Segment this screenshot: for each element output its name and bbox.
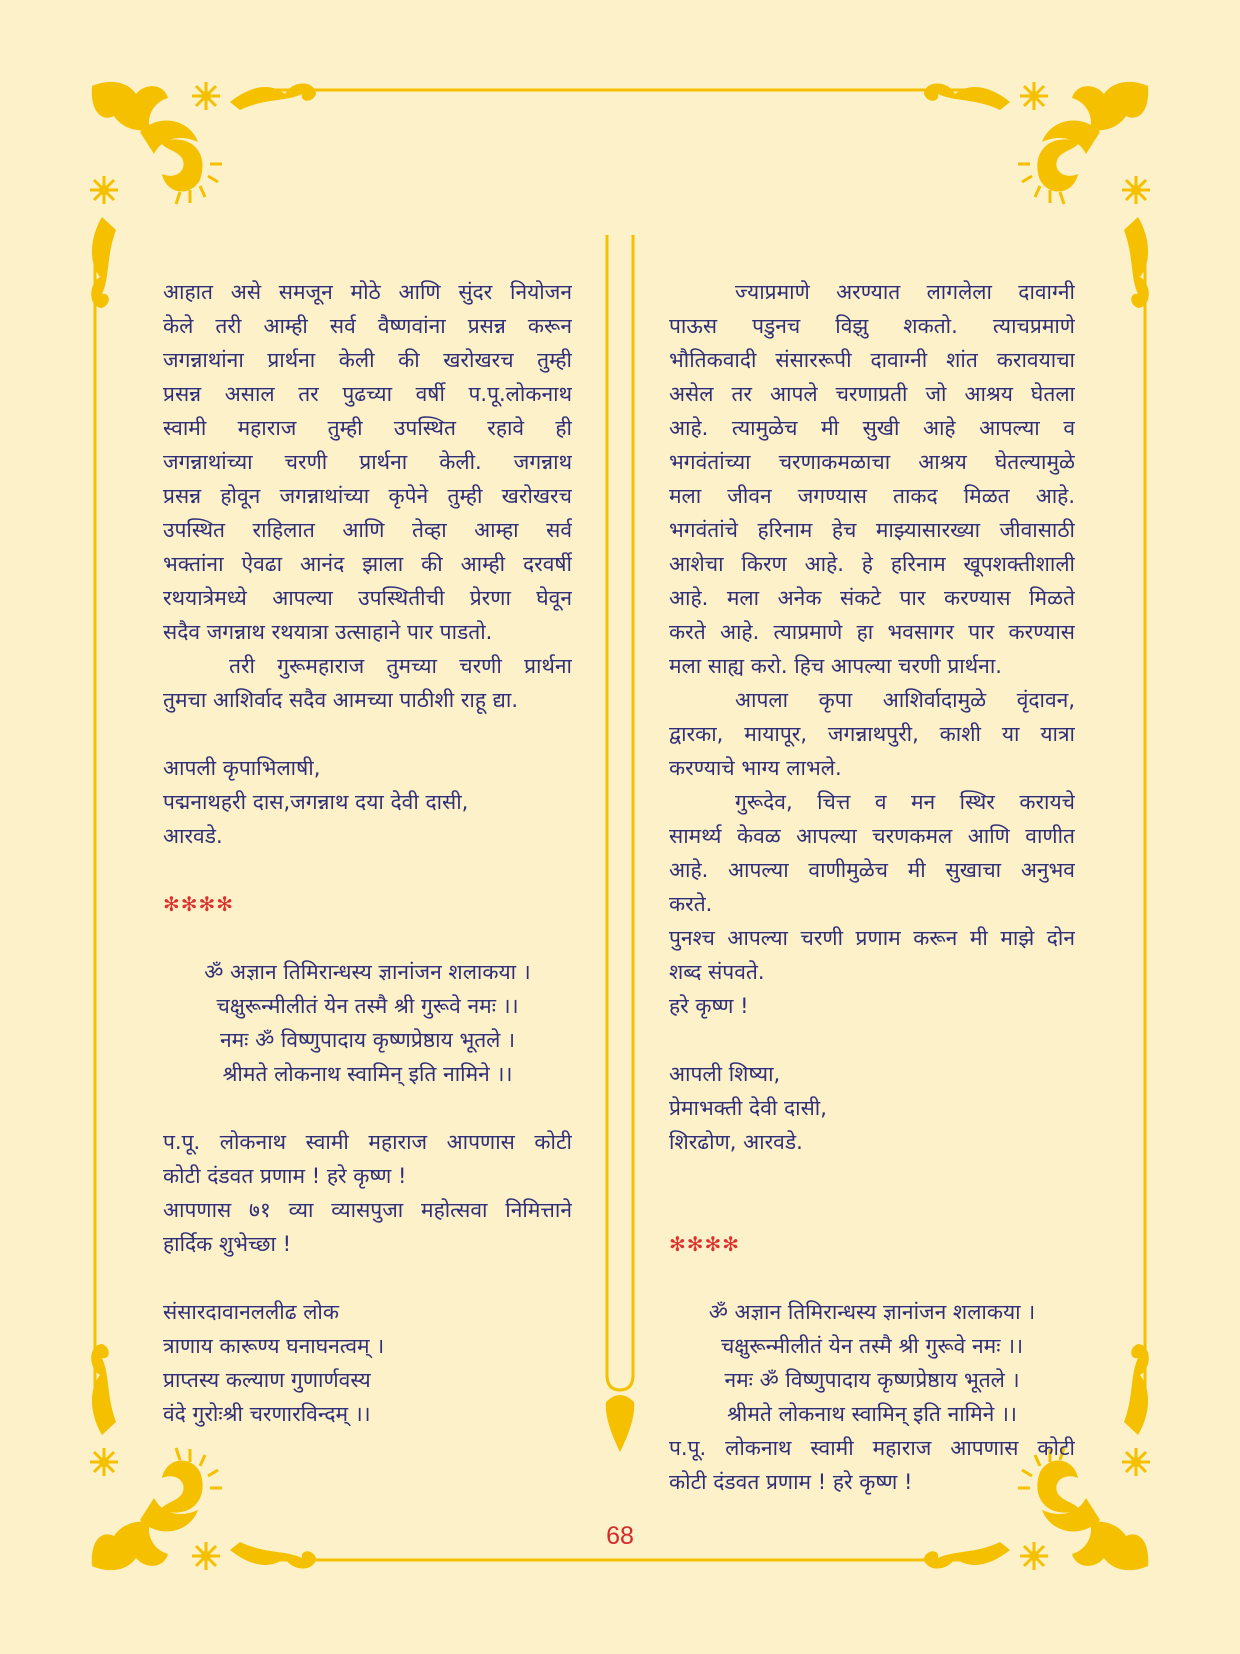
signature-line: आपली कृपाभिलाषी, [163,756,321,780]
paragraph-line: भगवंतांचे हरिनाम हेच माझ्यासारख्या जीवासाठी [669,518,1075,542]
paragraph-line: हरे कृष्ण ! [669,994,749,1018]
verse-block [669,1295,1075,1431]
paragraph-line: जगन्नाथांना प्रार्थना केली की खरोखरच तुम्ही [163,348,572,372]
paragraph-line: भक्तांना ऐवढा आनंद झाला की आम्ही दरवर्षी [163,552,572,576]
shloka-line: संसारदावानललीढ लोक [163,1300,339,1324]
signature-line: पद्मनाथहरी दास,जगन्नाथ दया देवी दासी, [163,790,469,814]
blank-line [669,1159,1075,1193]
separator-block [669,1227,1075,1261]
paragraph-line: स्वामी महाराज तुम्ही उपस्थित रहावे ही [163,416,572,440]
shloka-block [163,1295,572,1431]
paragraph-line: तुमचा आशिर्वाद सदैव आमच्या पाठीशी राहू द्या. [163,688,519,712]
shloka-line: वंदे गुरोःश्री चरणारविन्दम् ।। [163,1402,371,1426]
paragraph-line: सामर्थ्य केवळ आपल्या चरणकमल आणि वाणीत [669,824,1075,848]
verse-line: चक्षुरून्मीलीतं येन तस्मै श्री गुरूवे नमः ।। [720,1334,1024,1358]
blank-line [669,1023,1075,1057]
paragraph-line: पुनश्च आपल्या चरणी प्रणाम करून मी माझे दोन [669,926,1075,950]
paragraph-line: करण्याचे भाग्य लाभले. [669,756,842,780]
paragraph-line: सदैव जगन्नाथ रथयात्रा उत्साहाने पार पाडतो. [163,620,493,644]
separator-block [163,887,572,921]
paragraph-line: ज्याप्रमाणे अरण्यात लागलेला दावाग्नी [735,280,1075,304]
paragraph-line: शब्द संपवते. [669,960,765,984]
paragraph-line: आशेचा किरण आहे. हे हरिनाम खूपशक्तीशाली [669,552,1075,576]
paragraph-line: मला जीवन जगण्यास ताकद मिळत आहे. [669,484,1075,508]
paragraph-line: गुरूदेव, चित्त व मन स्थिर करायचे [735,790,1075,814]
paragraph-block [163,649,572,717]
signature-line: आरवडे. [163,824,223,848]
paragraph-line: प.पू. लोकनाथ स्वामी महाराज आपणास कोटी [163,1130,572,1154]
paragraph-block [669,683,1075,785]
verse-line: ॐ अज्ञान तिमिरान्धस्य ज्ञानांजन शलाकया । [204,960,531,984]
verse-line: नमः ॐ विष्णुपादाय कृष्णप्रेष्ठाय भूतले । [219,1028,516,1052]
paragraph-block [669,275,1075,683]
verse-line: ॐ अज्ञान तिमिरान्धस्य ज्ञानांजन शलाकया । [708,1300,1036,1324]
paragraph-line: आपणास ७१ व्या व्यासपुजा महोत्सवा निमित्ताने [163,1198,572,1222]
shloka-line: प्राप्तस्य कल्याण गुणार्णवस्य [163,1368,371,1392]
paragraph-line: केले तरी आम्ही सर्व वैष्णवांना प्रसन्न करून [163,314,572,338]
paragraph-line: उपस्थित राहिलात आणि तेव्हा आम्हा सर्व [163,518,572,542]
section-separator: ✻✻✻✻ [163,892,235,916]
verse-line: नमः ॐ विष्णुपादाय कृष्णप्रेष्ठाय भूतले । [724,1368,1020,1392]
paragraph-block [669,785,1075,921]
blank-line [163,1261,572,1295]
verse-line: श्रीमते लोकनाथ स्वामिन् इति नामिने ।। [222,1062,513,1086]
paragraph-line: कोटी दंडवत प्रणाम ! हरे कृष्ण ! [163,1164,407,1188]
paragraph-line: मला साह्य करो. हिच आपल्या चरणी प्रार्थना. [669,654,1002,678]
page-number: 68 [606,1522,634,1550]
blank-line [163,1091,572,1125]
paragraph-line: प्रसन्न असाल तर पुढच्या वर्षी प.पू.लोकनाथ [163,382,572,406]
paragraph-line: तरी गुरूमहाराज तुमच्या चरणी प्रार्थना [229,654,572,678]
paragraph-line: आहात असे समजून मोठे आणि सुंदर नियोजन [163,280,572,304]
signature-line: आपली शिष्या, [669,1062,781,1086]
paragraph-line: रथयात्रेमध्ये आपल्या उपस्थितीची प्रेरणा घेवून [163,586,572,610]
signature-block [163,751,572,853]
paragraph-line: प.पू. लोकनाथ स्वामी महाराज आपणास कोटी [669,1436,1075,1460]
paragraph-line: आपला कृपा आशिर्वादामुळे वृंदावन, [735,688,1075,712]
paragraph-line: असेल तर आपले चरणाप्रती जो आश्रय घेतला [669,382,1075,406]
paragraph-line: पाऊस पडुनच विझु शकतो. त्याचप्रमाणे [669,314,1075,338]
paragraph-line: हार्दिक शुभेच्छा ! [163,1232,292,1256]
paragraph-line: भगवंतांच्या चरणाकमळाचा आश्रय घेतल्यामुळे [669,450,1075,474]
section-separator: ✻✻✻✻ [669,1232,741,1256]
verse-line: चक्षुरून्मीलीतं येन तस्मै श्री गुरूवे नमः ।। [216,994,519,1018]
verse-block [163,955,572,1091]
paragraph-block [669,921,1075,989]
blank-line [163,853,572,887]
verse-line: श्रीमते लोकनाथ स्वामिन् इति नामिने ।। [727,1402,1017,1426]
paragraph-line: द्वारका, मायापूर, जगन्नाथपुरी, काशी या यात्रा [669,722,1075,746]
blank-line [163,921,572,955]
signature-line: शिरढोण, आरवडे. [669,1130,803,1154]
paragraph-line: आहे. आपल्या वाणीमुळेच मी सुखाचा अनुभव [669,858,1075,882]
blank-line [669,1261,1075,1295]
paragraph-block [163,1125,572,1193]
paragraph-line: भौतिकवादी संसाररूपी दावाग्नी शांत करावयाचा [669,348,1075,372]
paragraph-block [669,1431,1075,1499]
signature-block [669,1057,1075,1159]
paragraph-block [669,989,1075,1023]
paragraph-line: आहे. त्यामुळेच मी सुखी आहे आपल्या व [669,416,1075,440]
paragraph-block [163,275,572,649]
left-column [163,275,572,1431]
paragraph-line: प्रसन्न होवून जगन्नाथांच्या कृपेने तुम्ही खरोखरच [163,484,572,508]
paragraph-line: करते आहे. त्याप्रमाणे हा भवसागर पार करण्यास [669,620,1075,644]
signature-line: प्रेमाभक्ती देवी दासी, [669,1096,827,1120]
paragraph-line: आहे. मला अनेक संकटे पार करण्यास मिळते [669,586,1075,610]
paragraph-block [163,1193,572,1261]
paragraph-line: कोटी दंडवत प्रणाम ! हरे कृष्ण ! [669,1470,913,1494]
right-column [669,275,1075,1499]
shloka-line: त्राणाय कारूण्य घनाघनत्वम् । [163,1334,385,1358]
paragraph-line: जगन्नाथांच्या चरणी प्रार्थना केली. जगन्नाथ [163,450,572,474]
blank-line [163,717,572,751]
blank-line [669,1193,1075,1227]
paragraph-line: करते. [669,892,713,916]
